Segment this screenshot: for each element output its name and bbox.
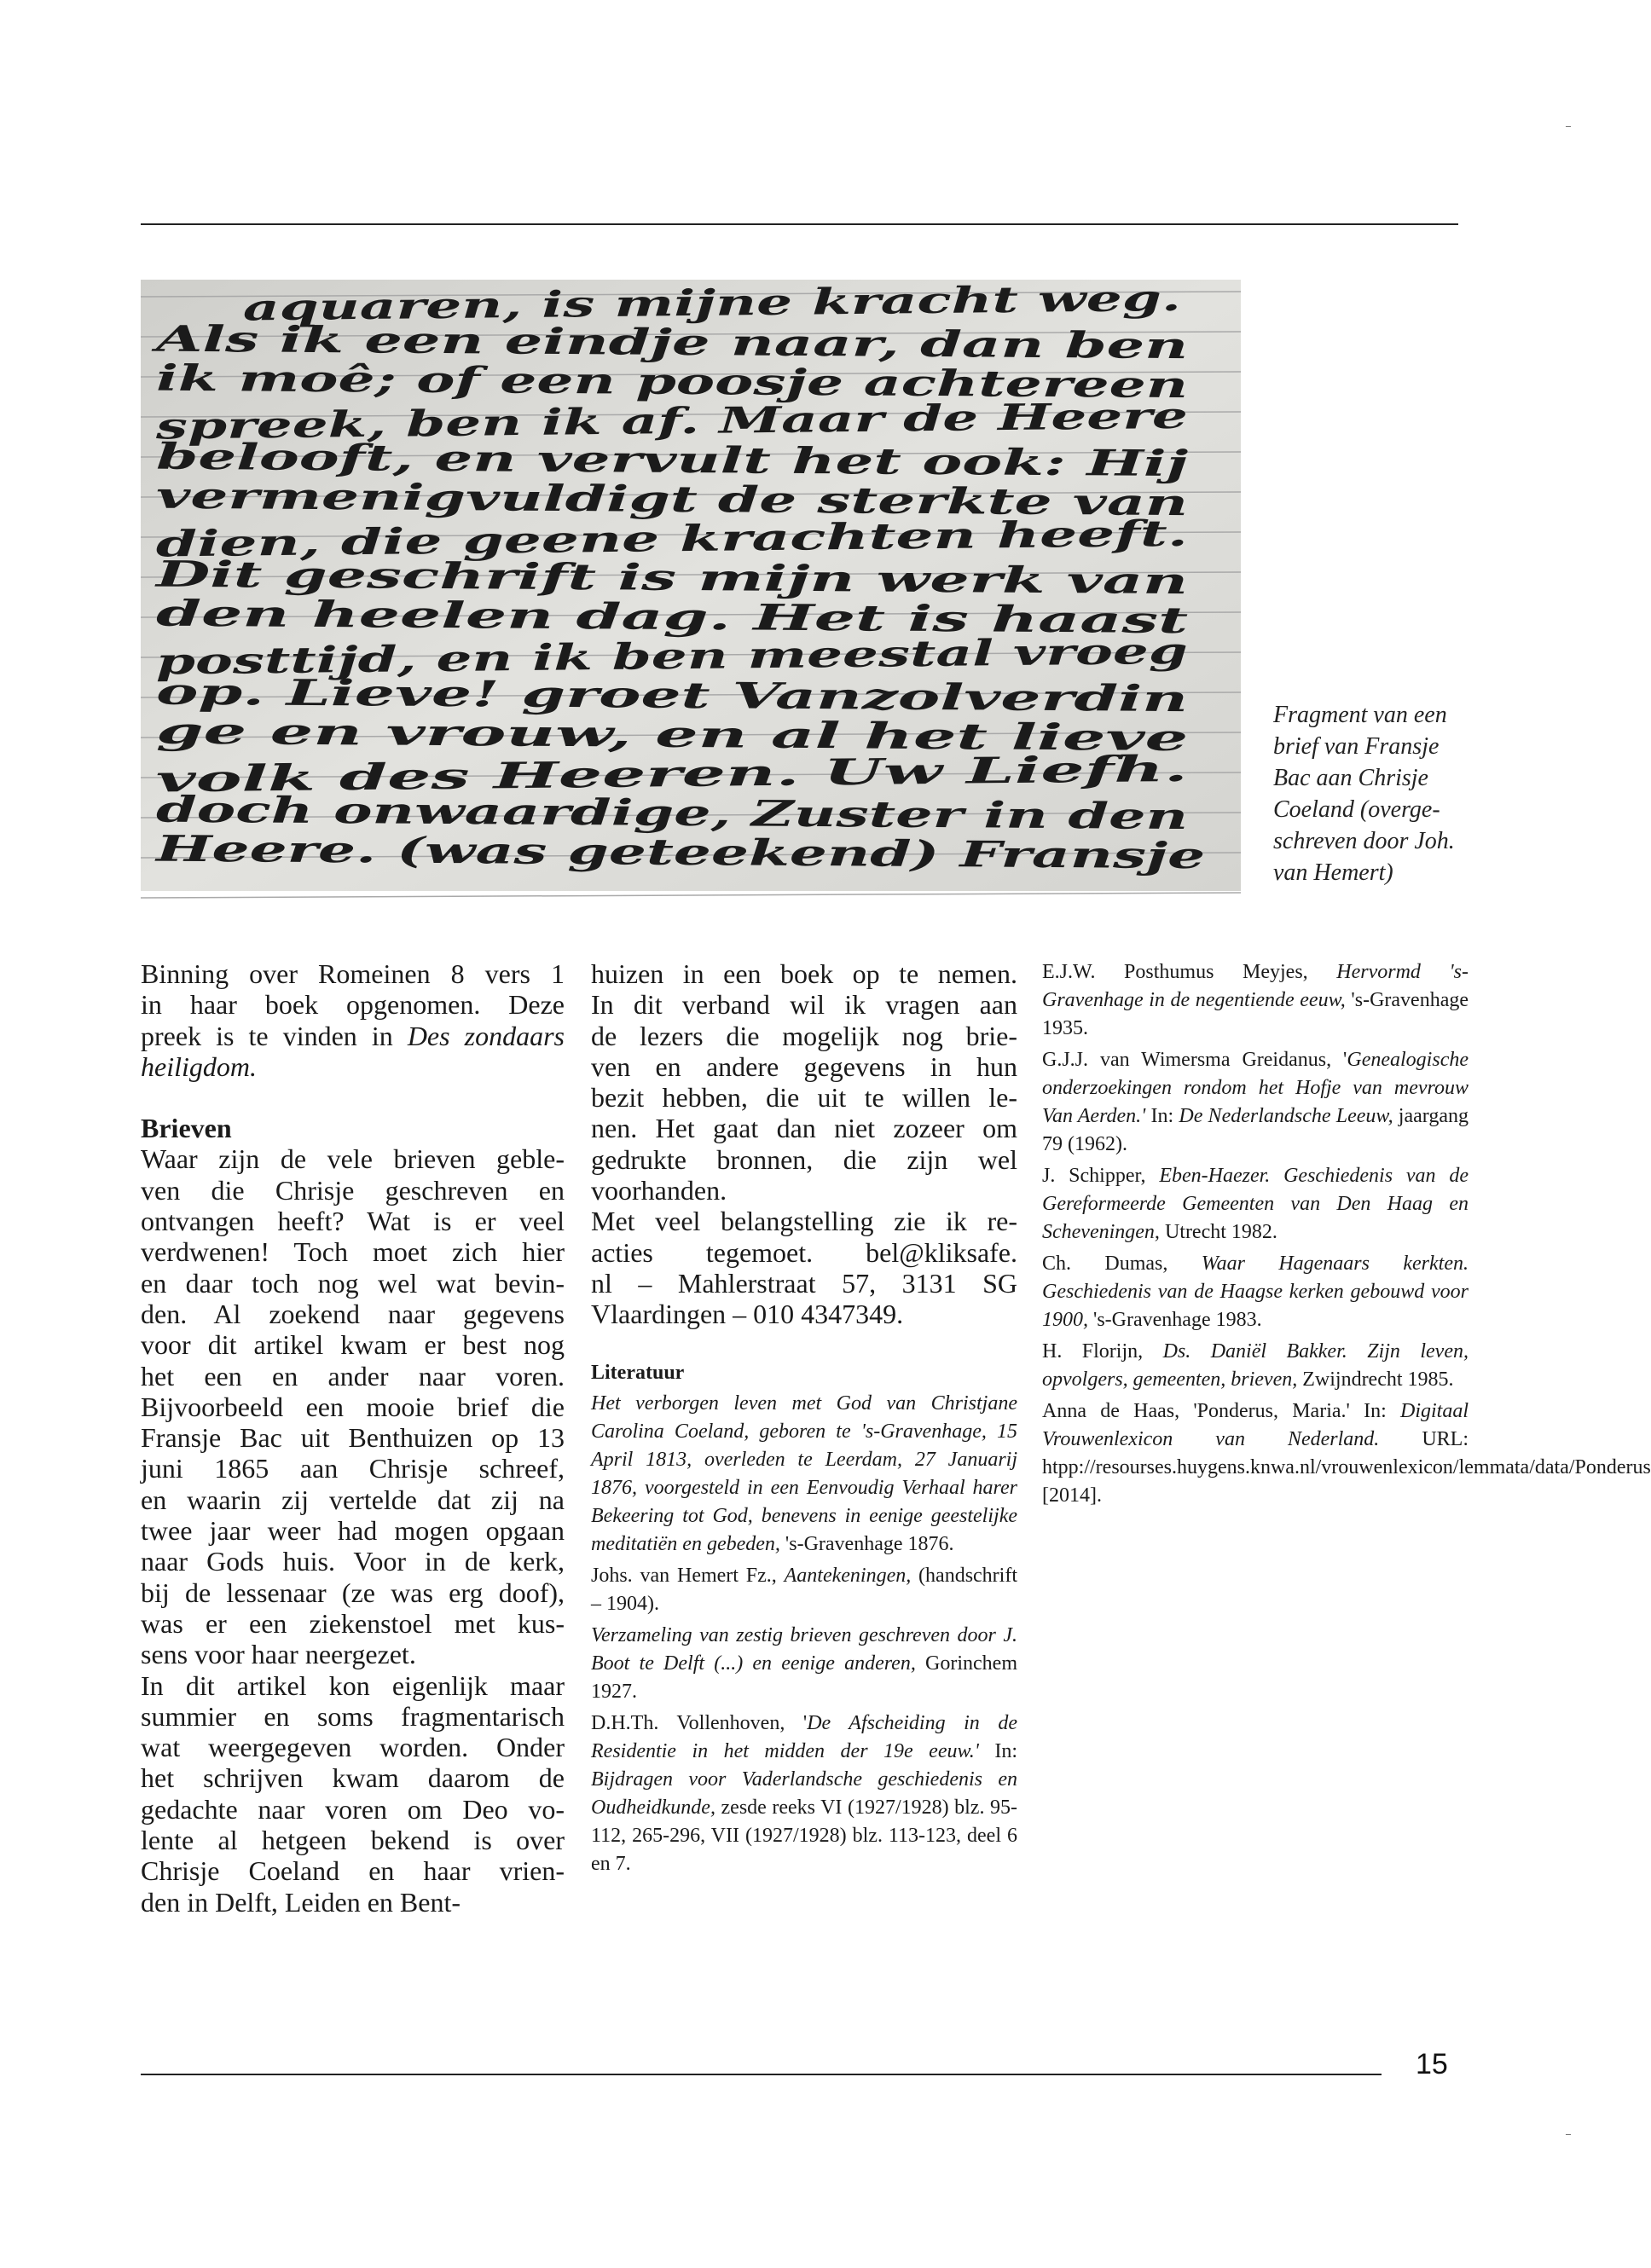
text-line: summier en soms fragmentarisch	[141, 1700, 565, 1732]
reference-text: D.H.Th. Vollenhoven, '	[591, 1711, 808, 1734]
caption-line: brief van Fransje	[1273, 733, 1440, 760]
caption-line: Fragment van een	[1273, 702, 1447, 728]
bottom-rule	[141, 2074, 1382, 2075]
handwriting-line: spreek, ben ik af. Maar de Heere	[155, 398, 814, 448]
reference-text: URL: htpp://resourses.huygens.knwa.nl/vrouwenlexicon/lemmata/data/Ponderus [2014].	[1042, 1428, 1651, 1507]
reference-text: J. Schipper,	[1042, 1165, 1160, 1187]
reference-list	[1042, 958, 1651, 1510]
handwriting-line: volk des Heeren. Uw Liefh.	[155, 752, 695, 801]
body-paragraph	[591, 958, 1017, 1206]
text-line: Waar zijn de vele brieven geble-	[141, 1143, 565, 1175]
text-line: en waarin zij vertelde dat zij na	[141, 1484, 565, 1515]
reference-text: Utrecht 1982.	[1159, 1221, 1277, 1243]
reference-text: Johs. van Hemert Fz.,	[591, 1564, 785, 1587]
text-line: bezit hebben, die uit te willen le-	[591, 1082, 1017, 1114]
text-line: den. Al zoekend naar gegevens	[141, 1298, 565, 1329]
reference-text: In:	[1145, 1105, 1179, 1127]
section-heading: Brieven	[141, 1113, 232, 1144]
reference-title: Verzameling van zestig brieven geschreven door J. Boot te Delft (...) en eenige anderen,	[591, 1623, 1017, 1675]
handwriting-line: Heere. (was geteekend) Fransje	[155, 827, 793, 874]
reference-text: 's-Gravenhage 1983.	[1088, 1309, 1262, 1331]
reference-item	[591, 1710, 1017, 1878]
text-line: twee jaar weer had mogen opgaan	[141, 1515, 565, 1547]
column-2	[591, 958, 1017, 1882]
page-number: 15	[1416, 2048, 1448, 2080]
reference-item	[1042, 958, 1469, 1043]
text-line: voorhanden.	[591, 1175, 727, 1206]
text-line: Vlaardingen – 010 4347349.	[591, 1299, 904, 1330]
crop-mark	[1566, 2134, 1571, 2135]
reference-title: Genealogische onderzoekingen rondom het Hofje van mevrouw Van Aerden.'	[1042, 1049, 1469, 1127]
reference-item	[1042, 1162, 1469, 1247]
body-paragraph	[141, 1670, 565, 1918]
text-line: lente al hetgeen bekend is over	[141, 1825, 565, 1856]
reference-text: 's-Gravenhage 1876.	[779, 1532, 954, 1555]
reference-text: jaargang 79 (1962).	[1042, 1105, 1469, 1155]
text-line: huizen in een boek op te nemen.	[591, 958, 1017, 989]
text-line: sens voor haar neergezet.	[141, 1639, 416, 1670]
text-line: het schrijven kwam daarom de	[141, 1762, 565, 1794]
reference-item	[1042, 1250, 1469, 1334]
reference-item	[1042, 1046, 1469, 1159]
text-line: verdwenen! Toch moet zich hier	[141, 1236, 565, 1268]
reference-title: Bijdragen voor Vaderlandsche geschiedenis en Oudheidkunde,	[591, 1768, 1017, 1819]
text-line: bij de lessenaar (ze was erg doof),	[141, 1577, 565, 1608]
reference-text: 's-Gravenhage 1935.	[1042, 989, 1469, 1039]
book-title: heiligdom.	[141, 1050, 257, 1082]
text-line	[141, 1051, 565, 1082]
text-line: naar Gods huis. Voor in de kerk,	[141, 1546, 565, 1577]
handwriting-line: Dit geschrift is mijn werk van	[155, 553, 752, 599]
book-title: Des zondaars	[407, 1020, 565, 1051]
handwriting-line: op. Lieve! groet Vanzolverdin	[155, 670, 742, 717]
reference-item	[591, 1390, 1017, 1559]
handwriting-line: den heelen dag. Het is haast	[155, 592, 729, 639]
text-line: nen. Het gaat dan niet zozeer om	[591, 1113, 1017, 1144]
reference-text: In:	[978, 1739, 1017, 1762]
handwriting-line: doch onwaardige, Zuster in den	[155, 788, 792, 835]
text-line: Met veel belangstelling zie ik re-	[591, 1206, 1017, 1237]
reference-text: Gorinchem 1927.	[591, 1652, 1018, 1703]
caption-line: van Hemert)	[1273, 859, 1393, 886]
reference-text: zesde reeks VI (1927/1928) blz. 95-112, 265-296, VII (1927/1928) blz. 113-123, deel 6 en 7.	[591, 1796, 1017, 1875]
reference-title: Waar Hagenaars kerkten. Geschiedenis van de Haagse kerken gebouwd voor 1900,	[1042, 1253, 1469, 1331]
text-line: ven en andere gegevens in hun	[591, 1050, 1017, 1082]
text-line: Binning over Romeinen 8 vers 1	[141, 958, 565, 989]
handwriting-line: aquaren, is mijne kracht weg.	[242, 281, 841, 329]
reference-item	[591, 1562, 1017, 1618]
text-line: gedachte naar voren om Deo vo-	[141, 1793, 565, 1825]
reference-title: De Nederlandsche Leeuw,	[1179, 1105, 1393, 1127]
caption-line: Bac aan Chrisje	[1273, 765, 1428, 791]
figure-caption	[1273, 699, 1461, 888]
handwriting-line: Als ik een eindje naar, dan ben	[155, 317, 776, 364]
text-line: In dit verband wil ik vragen aan	[591, 989, 1017, 1021]
text-line: In dit artikel kon eigenlijk maar	[141, 1669, 565, 1701]
reference-text: E.J.W. Posthumus Meyjes,	[1042, 961, 1337, 983]
reference-title: Eben-Haezer. Geschiedenis van de Gereformeerde Gemeenten van Den Haag en Scheveningen,	[1042, 1165, 1469, 1243]
literature-heading: Literatuur	[591, 1361, 685, 1384]
text-line: de lezers die mogelijk nog brie-	[591, 1020, 1017, 1051]
caption-line: schreven door Joh.	[1273, 828, 1455, 854]
text-line: ven die Chrisje geschreven en	[141, 1174, 565, 1206]
text-line: nl – Mahlerstraat 57, 3131 SG	[591, 1267, 1017, 1299]
text-line: juni 1865 aan Chrisje schreef,	[141, 1453, 565, 1484]
reference-title: De Afscheiding in de Residentie in het midden der 19e eeuw.'	[591, 1711, 1017, 1762]
text-line: gedrukte bronnen, die zijn wel	[591, 1143, 1017, 1175]
text-line: en daar toch nog wel wat bevin-	[141, 1267, 565, 1299]
text-line: ontvangen heeft? Wat is er veel	[141, 1206, 565, 1237]
caption-line: Coeland (overge-	[1273, 796, 1440, 823]
text-line	[141, 1021, 565, 1051]
text-line: den in Delft, Leiden en Bent-	[141, 1886, 461, 1918]
text-line: wat weergegeven worden. Onder	[141, 1732, 565, 1763]
reference-item	[1042, 1338, 1469, 1394]
text-line: Fransje Bac uit Benthuizen op 13	[141, 1422, 565, 1454]
text-line: voor dit artikel kwam er best nog	[141, 1329, 565, 1361]
column-3	[1042, 958, 1651, 1513]
letter-svg	[141, 280, 1241, 891]
reference-text: H. Florijn,	[1042, 1340, 1163, 1363]
handwriting-line: dien, die geene krachten heeft.	[155, 516, 784, 565]
text-line: Chrisje Coeland en haar vrien-	[141, 1855, 565, 1887]
text-line: het een en ander naar voren.	[141, 1360, 565, 1391]
body-paragraph	[141, 1143, 565, 1669]
reference-title: Aantekeningen,	[784, 1564, 912, 1587]
handwriting-line: posttijd, en ik ben meestal vroeg	[155, 634, 814, 683]
text-fragment: preek is te vinden in	[141, 1020, 408, 1051]
reference-text: G.J.J. van Wimersma Greidanus, '	[1042, 1049, 1347, 1071]
reference-text: (handschrift – 1904).	[591, 1564, 1018, 1615]
reference-text: Anna de Haas, 'Ponderus, Maria.' In:	[1042, 1400, 1400, 1422]
reference-title: Ds. Daniël Bakker. Zijn leven, opvolgers, gemeenten, brieven,	[1042, 1340, 1469, 1391]
reference-title: Digitaal Vrouwenlexicon van Nederland.	[1042, 1400, 1469, 1450]
handwriting-line: ik moê; of een poosje achtereen	[155, 356, 796, 403]
text-line: acties tegemoet. bel@kliksafe.	[591, 1236, 1017, 1268]
handwriting-line: ge en vrouw, en al het lieve	[155, 709, 703, 756]
handwriting-line: belooft, en vervult het ook: Hij	[155, 435, 773, 482]
column-1	[141, 958, 565, 1918]
handwritten-letter-photo	[141, 280, 1241, 891]
text-line: was er een ziekenstoel met kus-	[141, 1607, 565, 1639]
crop-mark	[1566, 126, 1571, 127]
body-paragraph	[591, 1206, 1017, 1329]
text-line: Bijvoorbeeld een mooie brief die	[141, 1391, 565, 1422]
reference-item	[1042, 1397, 1651, 1510]
reference-text: Zwijndrecht 1985.	[1297, 1368, 1454, 1391]
reference-item	[591, 1622, 1017, 1706]
reference-text: Ch. Dumas,	[1042, 1253, 1202, 1275]
top-rule	[141, 223, 1458, 225]
ruled-line	[141, 893, 1241, 898]
text-line: in haar boek opgenomen. Deze	[141, 989, 565, 1021]
handwriting-line: vermenigvuldigt de sterkte van	[155, 474, 783, 521]
reference-title: Het verborgen leven met God van Christjane Carolina Coeland, geboren te 's-Gravenhage, 15 April 1813, overleden te Leerdam, 27 Januarij 1876, voorgesteld in een Eenvoudig Verhaal harer Bekeering tot God, benevens in eenige geestelijke meditatiën en gebeden,	[591, 1391, 1017, 1555]
reference-list	[591, 1390, 1017, 1878]
reference-title: Hervormd 's-Gravenhage in de negentiende eeuw,	[1042, 961, 1469, 1011]
